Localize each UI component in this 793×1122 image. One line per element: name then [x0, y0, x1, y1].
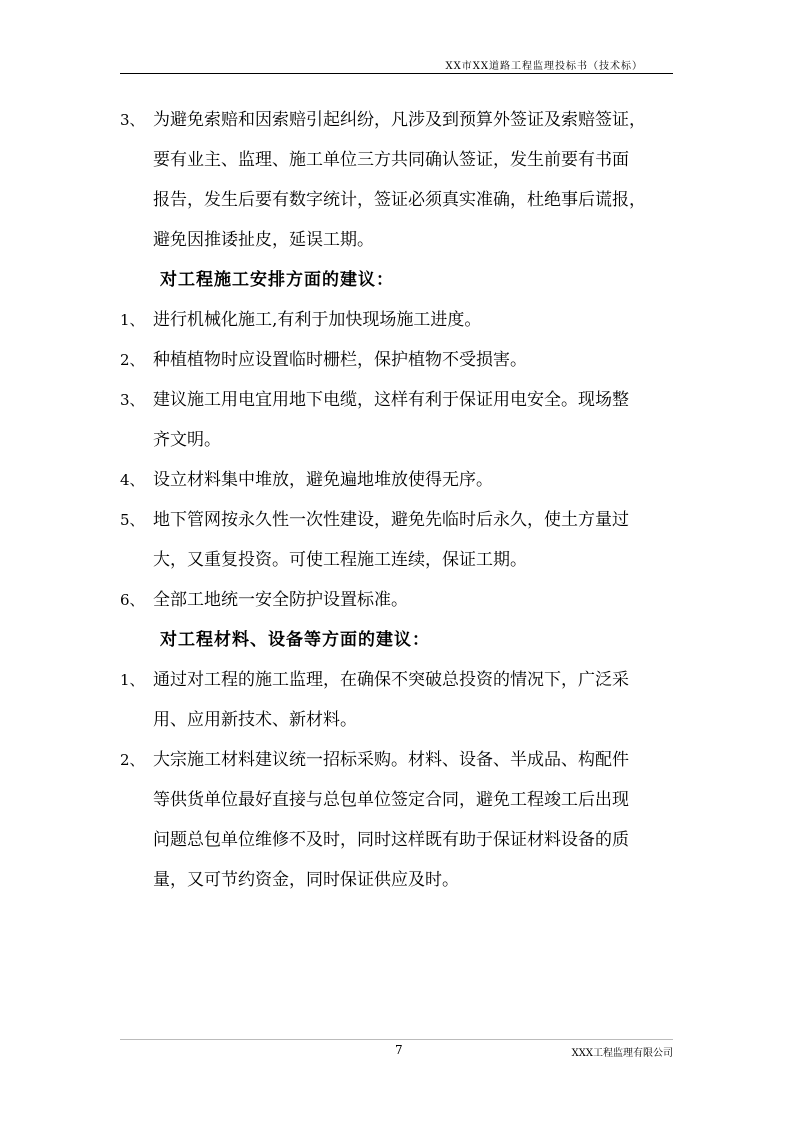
item-text-line: 问题总包单位维修不及时，同时这样既有助于保证材料设备的质: [153, 830, 629, 850]
header-title: XX市XX道路工程监理投标书（技术标）: [445, 61, 643, 72]
list-item: [118, 340, 678, 380]
item-text-line: 种植植物时应设置临时栅栏，保护植物不受损害。: [153, 350, 527, 370]
item-number: 3、: [120, 111, 145, 129]
list-item: [118, 580, 678, 620]
list-item: [118, 100, 678, 260]
item-text-line: 量，又可节约资金，同时保证供应及时。: [153, 870, 459, 890]
item-text-line: 全部工地统一安全防护设置标准。: [153, 590, 408, 610]
section-heading-construction: 对工程施工安排方面的建议：: [160, 270, 394, 290]
item-text-line: 地下管网按永久性一次性建设，避免先临时后永久，使土方量过: [153, 510, 629, 530]
list-item: [118, 380, 678, 460]
list-item: [118, 300, 678, 340]
item-text-line: 大，又重复投资。可使工程施工连续，保证工期。: [153, 550, 527, 570]
item-number: 1、: [120, 311, 145, 329]
item-text-line: 大宗施工材料建议统一招标采购。材料、设备、半成品、构配件: [153, 750, 629, 770]
item-text-line: 设立材料集中堆放，避免遍地堆放使得无序。: [153, 470, 493, 490]
item-text-line: 进行机械化施工,有利于加快现场施工进度。: [153, 310, 482, 330]
item-number: 5、: [120, 511, 145, 529]
item-text-line: 齐文明。: [153, 430, 221, 450]
item-text-line: 通过对工程的施工监理，在确保不突破总投资的情况下，广泛采: [153, 670, 629, 690]
item-text-line: 建议施工用电宜用地下电缆，这样有利于保证用电安全。现场整: [153, 390, 629, 410]
list-item: [118, 740, 678, 900]
section-heading-materials: 对工程材料、设备等方面的建议：: [160, 630, 430, 650]
item-text-line: 等供货单位最好直接与总包单位签定合同，避免工程竣工后出现: [153, 790, 629, 810]
document-body: [118, 100, 678, 900]
footer-divider: [120, 1039, 673, 1040]
item-number: 4、: [120, 471, 145, 489]
item-number: 1、: [120, 671, 145, 689]
item-text-line: 避免因推诿扯皮，延误工期。: [153, 230, 374, 250]
page-number: 7: [395, 1043, 403, 1057]
item-text-line: 用、应用新技术、新材料。: [153, 710, 357, 730]
list-item: [118, 460, 678, 500]
item-text-line: 要有业主、监理、施工单位三方共同确认签证，发生前要有书面: [153, 150, 629, 170]
list-item: [118, 500, 678, 580]
footer-company: XXX工程监理有限公司: [571, 1048, 673, 1059]
item-text-line: 为避免索赔和因索赔引起纠纷，凡涉及到预算外签证及索赔签证，: [153, 110, 646, 130]
header-divider: [120, 73, 673, 74]
item-number: 2、: [120, 351, 145, 369]
item-text-line: 报告，发生后要有数字统计，签证必须真实准确，杜绝事后谎报，: [153, 190, 646, 210]
list-item: [118, 660, 678, 740]
item-number: 6、: [120, 591, 145, 609]
item-number: 3、: [120, 391, 145, 409]
item-number: 2、: [120, 751, 145, 769]
